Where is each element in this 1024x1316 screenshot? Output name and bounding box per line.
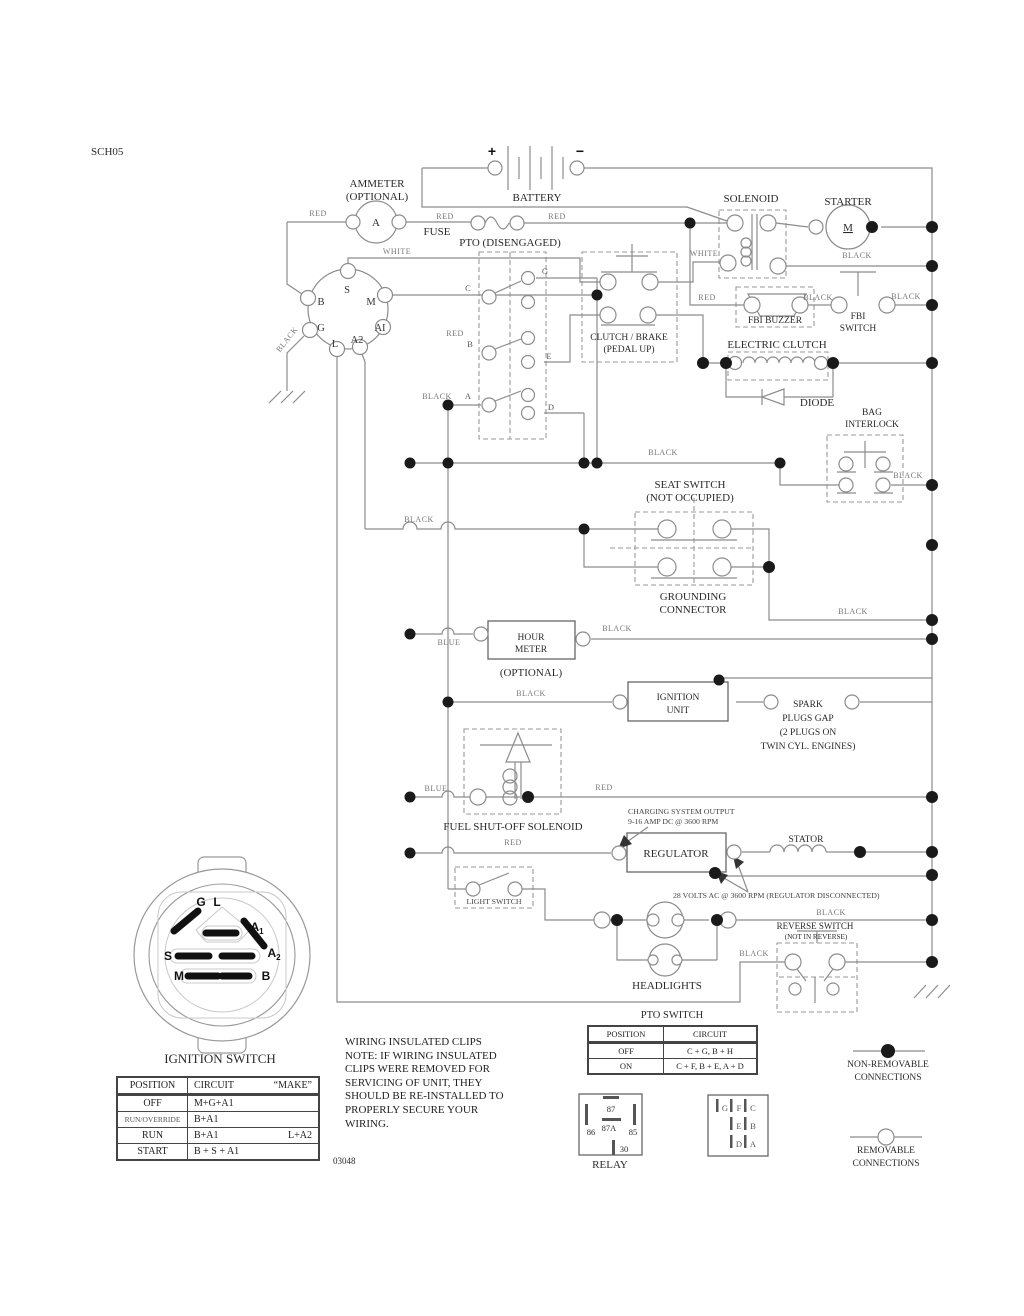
- wire-color-label: BLACK: [404, 515, 434, 524]
- switch-terminal-letter: G: [317, 323, 325, 334]
- table-row: [589, 1043, 756, 1058]
- spark-label-3: (2 PLUGS ON: [779, 728, 837, 738]
- connector-pin-letter: A: [749, 1139, 757, 1149]
- circuit-cell: C + F, B + E, A + D: [676, 1061, 744, 1071]
- ammeter-optional: (OPTIONAL): [345, 191, 409, 203]
- switch-terminal-letter: L: [331, 339, 339, 350]
- fbi-buzzer-label: FBI BUZZER: [747, 316, 803, 326]
- hour-meter-label-2: METER: [514, 645, 548, 655]
- switch-terminal-letter: M: [366, 297, 376, 308]
- connector-pin-bar: [744, 1135, 747, 1148]
- table-header-row: [589, 1027, 756, 1043]
- grounding-label-1: GROUNDING: [659, 591, 727, 603]
- table-row: [118, 1095, 318, 1111]
- wire-color-label: BLACK: [648, 448, 678, 457]
- connector-pin-bar: [730, 1099, 733, 1112]
- bag-interlock-label-2: INTERLOCK: [845, 420, 899, 430]
- circuit-cell: B+A1 L+A2: [194, 1130, 312, 1141]
- headlights-label: HEADLIGHTS: [632, 980, 702, 992]
- wire-color-label: BLACK: [838, 607, 868, 616]
- fuse-label: FUSE: [423, 226, 451, 238]
- switch-terminal-letter: S: [344, 285, 350, 296]
- connector-pin-letter: D: [735, 1139, 743, 1149]
- wiring-note: [345, 1036, 545, 1131]
- connector-pin-bar: [716, 1099, 719, 1112]
- reverse-switch-sub: (NOT IN REVERSE): [784, 933, 848, 941]
- table-row: [589, 1058, 756, 1073]
- key-terminal-letter: L: [213, 895, 221, 909]
- table-row: [118, 1143, 318, 1159]
- wire-color-label: RED: [698, 293, 716, 302]
- connector-pin-bar: [744, 1117, 747, 1130]
- position-cell: OFF: [118, 1096, 188, 1111]
- wire-color-label: BLACK: [842, 251, 872, 260]
- ignition-switch-circle: [308, 269, 388, 349]
- switch-terminal-letter: A2: [350, 335, 364, 346]
- wire-color-label: BLUE: [424, 784, 448, 793]
- col-position: POSITION: [589, 1027, 664, 1041]
- wire-color-label: RED: [595, 783, 613, 792]
- starter-label: STARTER: [824, 196, 872, 208]
- key-terminal-letter: $A_1$: [250, 920, 264, 936]
- clutch-brake-label: CLUTCH / BRAKE: [590, 333, 668, 343]
- switch-terminal-letter: B: [317, 297, 325, 308]
- fbi-switch-label-1: FBI: [850, 312, 866, 322]
- ammeter-label: AMMETER: [349, 178, 405, 190]
- fbi-switch-label-2: SWITCH: [839, 324, 877, 334]
- spark-label-4: TWIN CYL. ENGINES): [760, 742, 856, 752]
- note-line: WIRING.: [345, 1117, 389, 1130]
- hour-meter-optional: (OPTIONAL): [499, 667, 563, 679]
- pto-switch-table: [587, 1025, 758, 1075]
- circuit-cell: C + G, B + H: [687, 1046, 733, 1056]
- pto-terminal-letter: A: [464, 391, 472, 401]
- table-row: [118, 1111, 318, 1127]
- light-switch-label: LIGHT SWITCH: [466, 897, 522, 906]
- connector-pin-letter: E: [736, 1121, 742, 1131]
- position-cell: RUN/OVERRIDE: [118, 1112, 188, 1127]
- wire-color-label: WHITE: [382, 247, 412, 256]
- pto-label: PTO (DISENGAGED): [459, 237, 561, 249]
- note-line: PROPERLY SECURE YOUR: [345, 1103, 479, 1116]
- hour-meter-label-1: HOUR: [517, 633, 545, 643]
- electric-clutch-label: ELECTRIC CLUTCH: [727, 339, 827, 351]
- position-cell: OFF: [589, 1044, 664, 1058]
- battery-minus: −: [575, 143, 585, 159]
- terminal-circles: [301, 161, 896, 1145]
- table-header-row: [118, 1078, 318, 1095]
- pto-switch-title: PTO SWITCH: [640, 1010, 704, 1021]
- battery-plus: +: [487, 143, 497, 159]
- removable-connection-symbol: [878, 1129, 894, 1145]
- position-cell: START: [118, 1144, 188, 1159]
- connector-pin-letter: C: [750, 1103, 756, 1113]
- relay-pin-87a: 87A: [601, 1123, 617, 1133]
- connector-pin-letter: G: [721, 1103, 729, 1113]
- seat-switch-label: SEAT SWITCH: [654, 479, 726, 491]
- regulator-label: REGULATOR: [643, 848, 709, 860]
- pto-terminal-letter: C: [465, 283, 471, 293]
- wire-color-label: RED: [446, 329, 464, 338]
- clutch-brake-sub: (PEDAL UP): [603, 345, 655, 355]
- connector-pin-letter: F: [736, 1103, 742, 1113]
- relay-pin-86: 86: [586, 1127, 596, 1137]
- seat-switch-sub: (NOT OCCUPIED): [646, 492, 734, 504]
- diode-symbol: [762, 389, 784, 405]
- ignition-switch-table: [116, 1076, 320, 1161]
- non-removable-label-2: CONNECTIONS: [854, 1073, 922, 1083]
- circuit-cell: B + S + A1: [194, 1146, 240, 1157]
- pto-terminal-letter: D: [547, 402, 555, 412]
- circuit-cell: M+G+A1: [194, 1098, 234, 1109]
- connector-pin-bar: [730, 1117, 733, 1130]
- diode-label: DIODE: [799, 397, 835, 409]
- position-cell: RUN: [118, 1128, 188, 1143]
- key-terminal-letter: B: [261, 969, 271, 983]
- ignition-key-graphic: [134, 857, 310, 1053]
- solenoid-label: SOLENOID: [723, 193, 779, 205]
- relay-pin-30: 30: [619, 1144, 629, 1154]
- key-terminal-letter: M: [174, 969, 184, 983]
- spark-label-1: SPARK: [793, 700, 823, 710]
- pto-terminal-letter: E: [546, 351, 552, 361]
- ammeter-a: A: [372, 217, 380, 229]
- electric-clutch-box: [728, 352, 828, 380]
- relay-pin-87: 87: [606, 1104, 616, 1114]
- charging-note-1: CHARGING SYSTEM OUTPUT: [628, 807, 735, 816]
- wire-color-label: RED: [309, 209, 327, 218]
- wire-color-label: BLACK: [274, 325, 300, 354]
- col-circuit: CIRCUIT: [194, 1080, 234, 1091]
- wire-color-label: RED: [436, 212, 454, 221]
- key-terminal-letter: $A_2$: [267, 946, 281, 962]
- table-row: [118, 1127, 318, 1143]
- non-removable-label-1: NON-REMOVABLE: [847, 1060, 929, 1070]
- note-line: SHOULD BE RE-INSTALLED TO: [345, 1090, 504, 1103]
- connector-pin-letters: [716, 1099, 757, 1149]
- ignition-switch-title: IGNITION SWITCH: [164, 1051, 276, 1066]
- col-circuit: CIRCUIT: [693, 1029, 727, 1039]
- pto-terminal-letter: G: [541, 266, 549, 276]
- spark-label-2: PLUGS GAP: [782, 714, 834, 724]
- wire-color-label: RED: [504, 838, 522, 847]
- wire-color-label: BLACK: [602, 624, 632, 633]
- ignition-unit-label-2: UNIT: [666, 706, 690, 716]
- removable-label-1: REMOVABLE: [857, 1146, 915, 1156]
- bag-interlock-label-1: BAG: [861, 408, 883, 418]
- circuit-cell: B+A1: [194, 1114, 219, 1125]
- switch-terminal-letter: AI: [374, 323, 386, 334]
- pto-terminal-letter: B: [467, 339, 473, 349]
- wire-color-label: BLACK: [739, 949, 769, 958]
- wire-color-label: BLACK: [893, 471, 923, 480]
- key-terminal-letter: G: [196, 895, 206, 909]
- wire-color-label: BLUE: [437, 638, 461, 647]
- removable-label-2: CONNECTIONS: [852, 1159, 920, 1169]
- position-cell: ON: [589, 1059, 664, 1073]
- battery-label: BATTERY: [512, 192, 562, 204]
- key-terminal-letter: S: [163, 949, 173, 963]
- note-line: CLIPS WERE REMOVED FOR: [345, 1063, 490, 1076]
- starter-m: M: [843, 222, 853, 234]
- relay-label: RELAY: [592, 1159, 628, 1171]
- col-make: “MAKE”: [273, 1080, 312, 1091]
- wire-color-label: BLACK: [516, 689, 546, 698]
- col-position: POSITION: [118, 1078, 188, 1093]
- volts-note: 28 VOLTS AC @ 3600 RPM (REGULATOR DISCONNECTED): [673, 891, 880, 900]
- wire-color-label: BLACK: [803, 293, 833, 302]
- note-line: WIRING INSULATED CLIPS: [345, 1036, 482, 1048]
- stator-label: STATOR: [788, 835, 824, 845]
- note-line: SERVICING OF UNIT, THEY: [345, 1076, 483, 1089]
- relay-pin-85: 85: [628, 1127, 638, 1137]
- wire-color-label: BLACK: [816, 908, 846, 917]
- connector-pin-bar: [744, 1099, 747, 1112]
- connector-pin-letter: B: [750, 1121, 756, 1131]
- wire-color-label: BLACK: [891, 292, 921, 301]
- charging-note-2: 9-16 AMP DC @ 3600 RPM: [628, 817, 719, 826]
- ignition-unit-label-1: IGNITION: [656, 693, 700, 703]
- part-number: 03048: [333, 1156, 356, 1166]
- connector-pin-bar: [730, 1135, 733, 1148]
- grounding-label-2: CONNECTOR: [659, 604, 727, 616]
- wire-color-label: WHITE: [689, 249, 719, 258]
- wire-color-label: RED: [548, 212, 566, 221]
- wire-color-label: BLACK: [422, 392, 452, 401]
- reverse-switch-label: REVERSE SWITCH: [776, 921, 854, 931]
- note-line: NOTE: IF WIRING INSULATED: [345, 1049, 497, 1062]
- non-removable-connection-symbol: [881, 1044, 895, 1058]
- fuel-solenoid-label: FUEL SHUT-OFF SOLENOID: [443, 821, 583, 833]
- sheet-code: SCH05: [91, 146, 124, 158]
